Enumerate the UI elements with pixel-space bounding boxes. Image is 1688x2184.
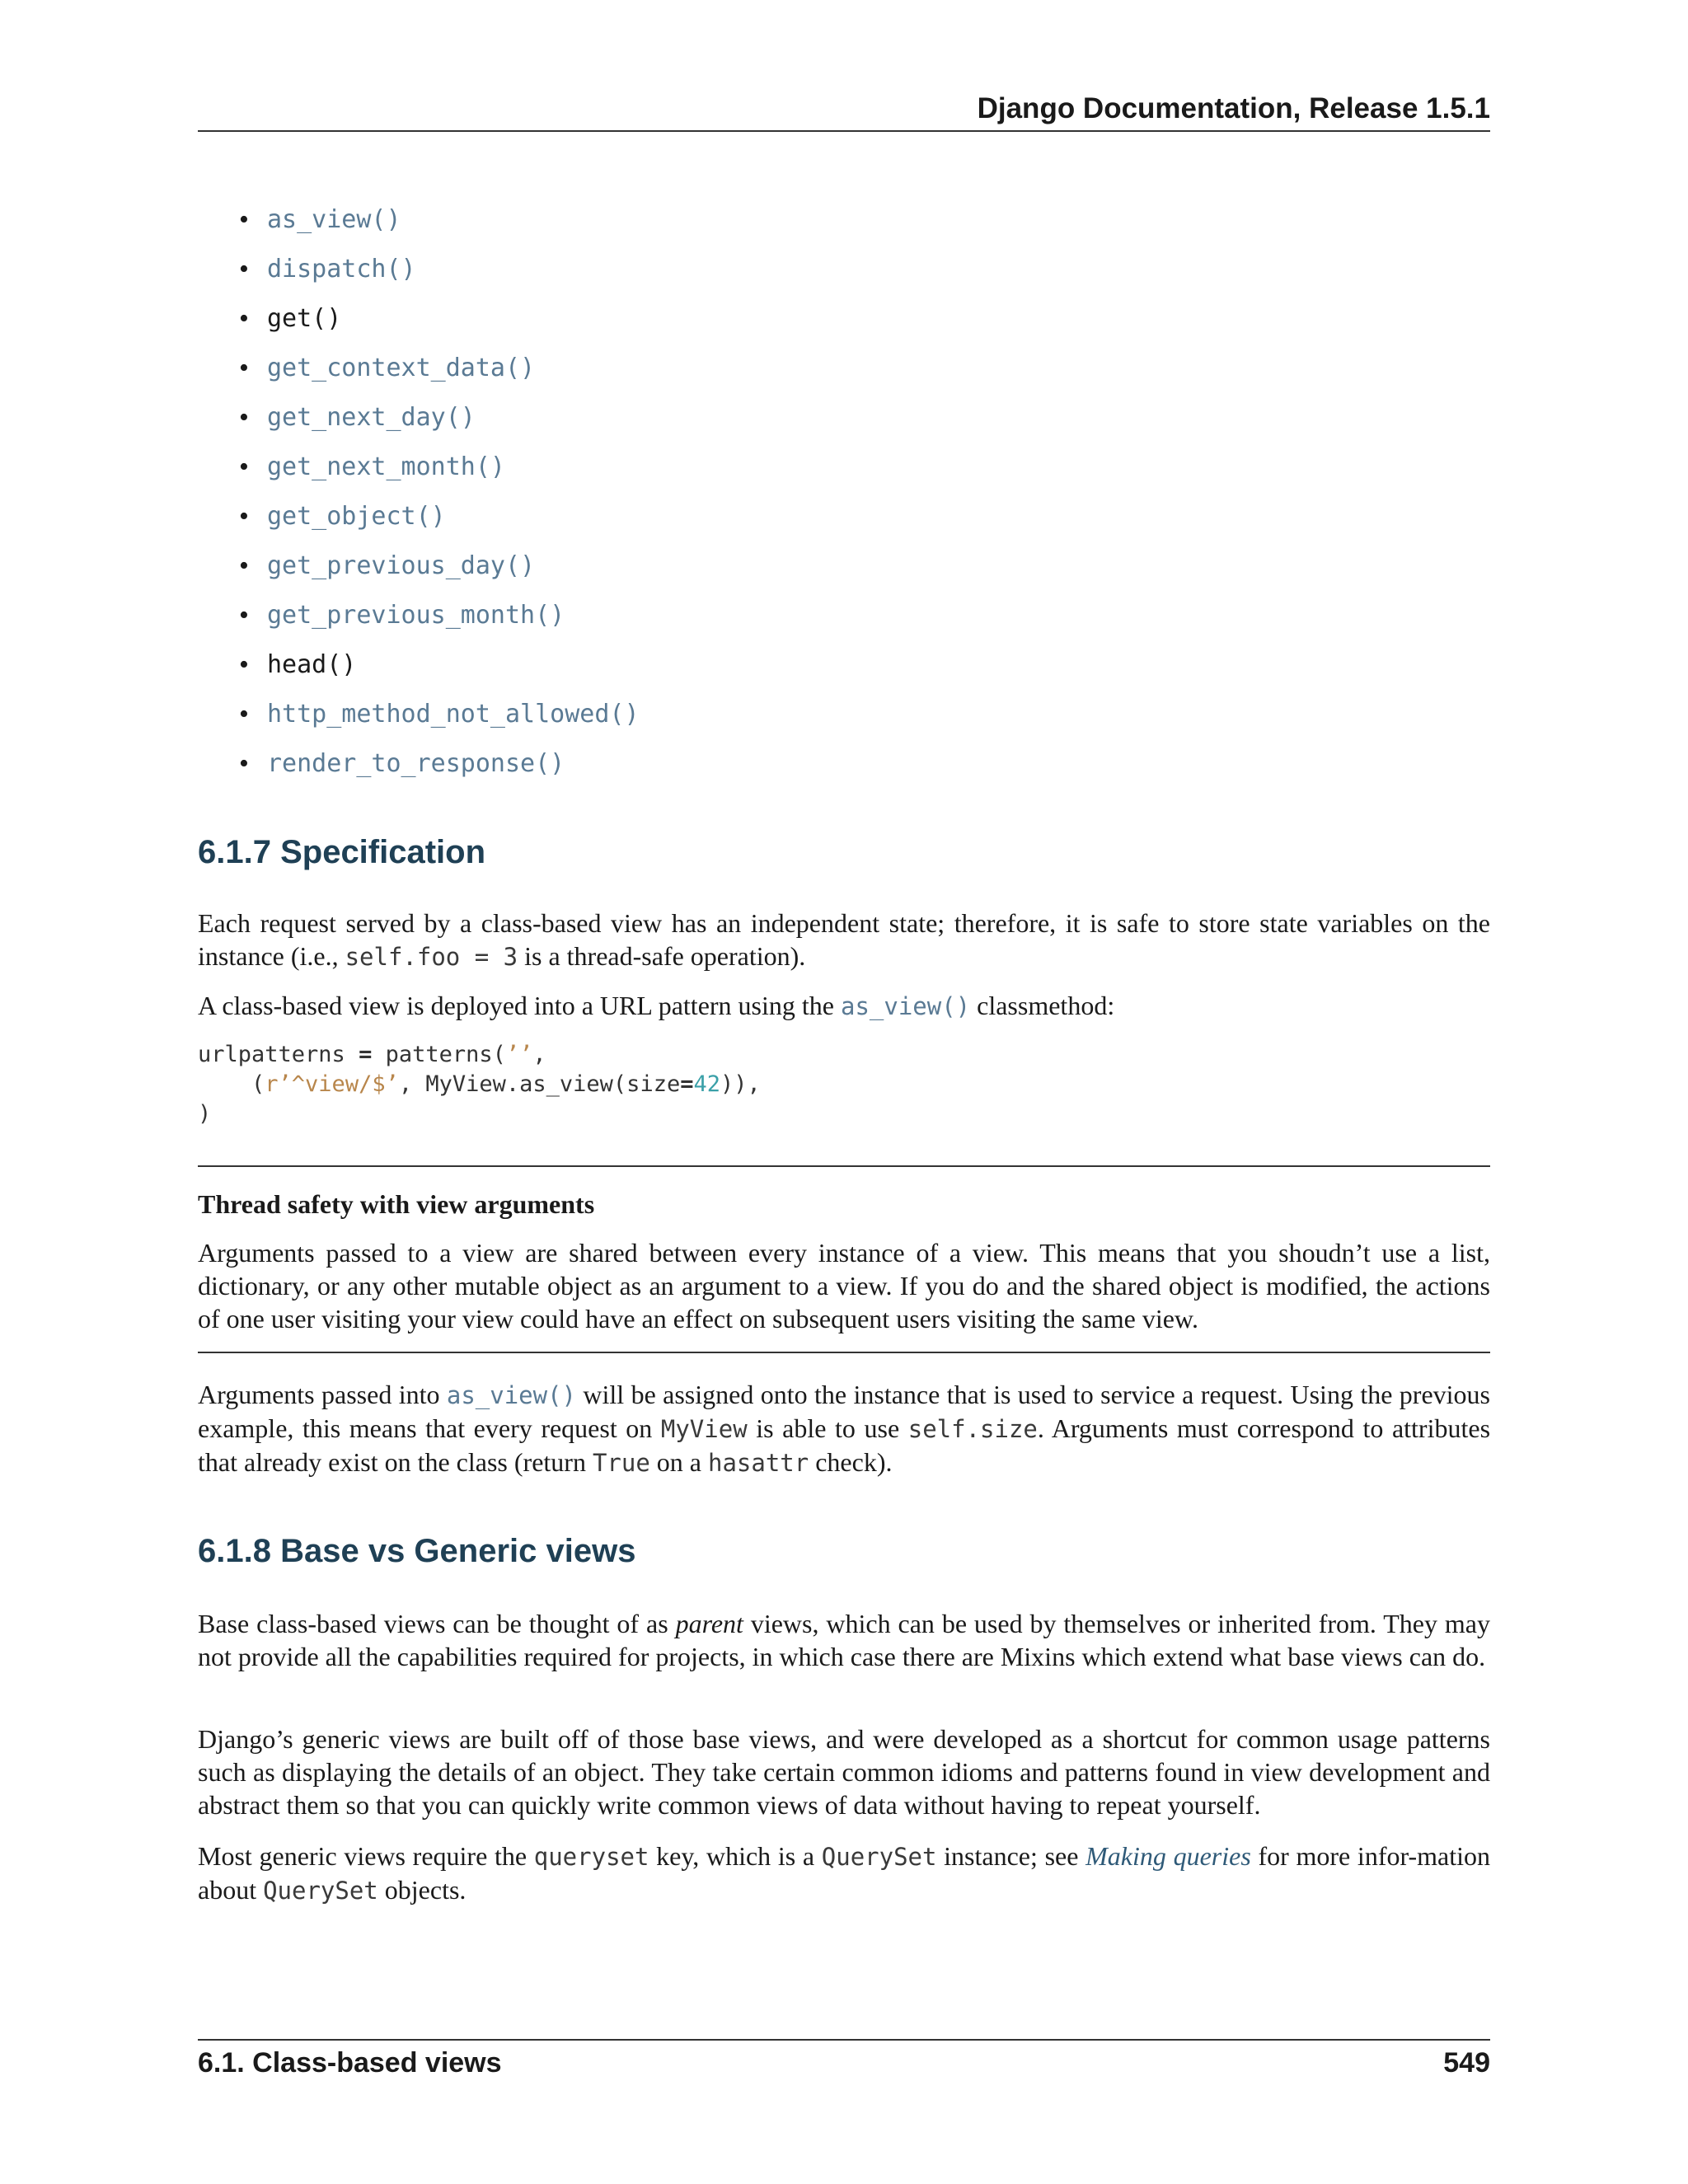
method-get: get() [267, 304, 342, 333]
section-title-specification: 6.1.7 Specification [198, 834, 486, 870]
method-link-get-next-day[interactable]: get_next_day() [267, 403, 476, 432]
base-paragraph-2: Django’s generic views are built off of those base views, and were developed as a shortcut for common usage patterns such as displaying the details of an object. They take certain common idioms and patterns found in view development and abstract them so that you can quickly write common views of data without having to repeat yourself. [198, 1724, 1490, 1820]
as-view-link[interactable]: as_view() [840, 992, 971, 1020]
list-item [239, 496, 640, 546]
method-link-as-view[interactable]: as_view() [267, 205, 401, 234]
footer-rule [198, 2039, 1490, 2041]
section-title-base-vs-generic: 6.1.8 Base vs Generic views [198, 1533, 636, 1569]
method-link-render-to-response[interactable]: render_to_response() [267, 749, 565, 778]
topic-top-rule [198, 1165, 1490, 1167]
running-header: Django Documentation, Release 1.5.1 [977, 92, 1490, 124]
method-link-get-context-data[interactable]: get_context_data() [267, 354, 536, 382]
method-head: head() [267, 650, 357, 679]
topic-title: Thread safety with view arguments [198, 1189, 595, 1219]
list-item [239, 447, 640, 496]
list-item [239, 249, 640, 298]
list-item [239, 397, 640, 447]
list-item [239, 199, 640, 249]
list-item [239, 546, 640, 595]
list-item [239, 595, 640, 644]
method-link-dispatch[interactable]: dispatch() [267, 255, 416, 284]
topic-body: Arguments passed to a view are shared between every instance of a view. This means that you shoudn’t use a list, dictionary, or any other mutable object as an argument to a view. If you do and the shared object is modified, the actions of one user visiting your view could have an effect on subsequent users visiting the same view. [198, 1238, 1490, 1333]
as-view-link[interactable]: as_view() [446, 1381, 577, 1409]
method-link-get-previous-month[interactable]: get_previous_month() [267, 601, 565, 630]
method-list [239, 199, 640, 793]
spec-paragraph-3: Arguments passed into as_view() will be assigned onto the instance that is used to service a request. Using the previous example, this means that every request on MyView is able to use self.size. Arguments must correspond to attributes that already exist on the class (return True on a hasattr check). [198, 1380, 1491, 1477]
footer-section-title: 6.1. Class-based views [198, 2047, 502, 2079]
making-queries-link[interactable]: Making queries [1085, 1841, 1251, 1871]
header-rule [198, 130, 1490, 132]
method-link-get-previous-day[interactable]: get_previous_day() [267, 551, 536, 580]
list-item [239, 694, 640, 743]
document-page [198, 0, 1490, 2184]
spec-paragraph-2: A class-based view is deployed into a URL pattern using the as_view() classmethod: [198, 991, 1115, 1020]
topic-bottom-rule [198, 1352, 1490, 1353]
method-link-get-object[interactable]: get_object() [267, 502, 446, 531]
base-paragraph-1: Base class-based views can be thought of as parent views, which can be used by themselves or inherited from. They may not provide all the capabilities required for projects, in which case there are Mixins which extend what base views can do. [198, 1609, 1491, 1671]
page-number: 549 [1443, 2047, 1490, 2079]
spec-paragraph-1: Each request served by a class-based view has an independent state; therefore, it is safe to store state variables on the instance (i.e., self.foo = 3 is a thread-safe operation). [198, 908, 1490, 971]
list-item [239, 644, 640, 694]
base-paragraph-3: Most generic views require the queryset key, which is a QuerySet instance; see Making queries for more infor-mation about QuerySet objects. [198, 1841, 1491, 1905]
method-link-get-next-month[interactable]: get_next_month() [267, 452, 505, 481]
method-link-http-method-not-allowed[interactable]: http_method_not_allowed() [267, 700, 640, 729]
list-item [239, 348, 640, 397]
list-item [239, 298, 640, 348]
code-block: urlpatterns = patterns(’’, (r’^view/$’, MyView.as_view(size=42)), ) [198, 1042, 761, 1127]
list-item [239, 743, 640, 793]
